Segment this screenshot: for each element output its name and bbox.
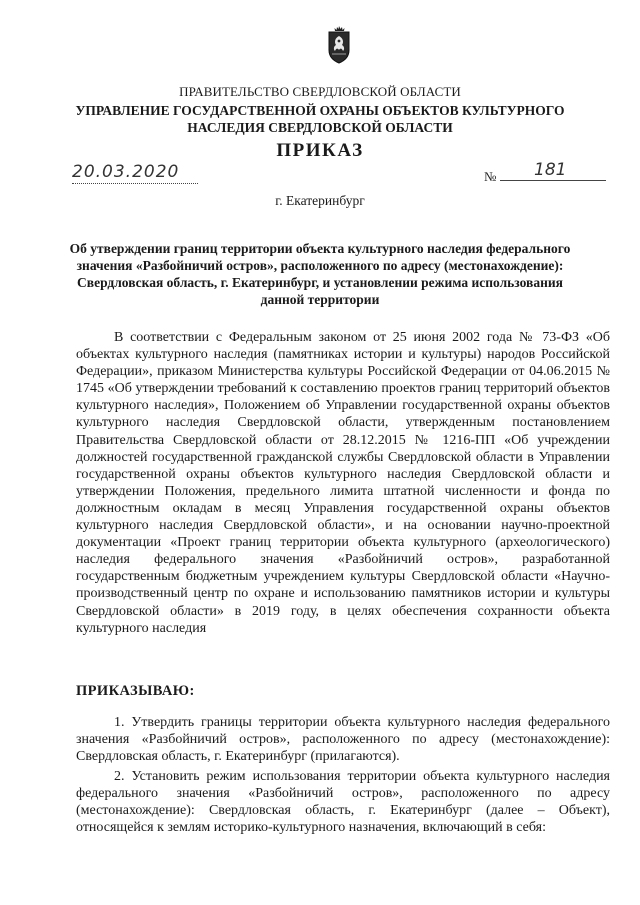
order-date: 20.03.2020 xyxy=(72,162,198,184)
order-item-1: 1. Утвердить границы территории объекта культурного наследия федерального значения «Разбойничий остров», расположенного по адресу (местонахождение): Свердловская область, г. Екатеринбург (прилагаются). xyxy=(76,715,610,765)
coat-of-arms-icon xyxy=(326,26,352,64)
order-verb: ПРИКАЗЫВАЮ: xyxy=(76,683,195,699)
government-name: ПРАВИТЕЛЬСТВО СВЕРДЛОВСКОЙ ОБЛАСТИ xyxy=(179,84,461,99)
order-number: 181 xyxy=(500,160,606,181)
order-city: г. Екатеринбург xyxy=(275,193,365,208)
order-item-2: 2. Установить режим использования территории объекта культурного наследия федерального значения «Разбойничий остров», расположенного по адресу (местонахождение): Свердловская область, г. Екатеринбург (далее – Объект), относящейся к землям историко-культурного назначения, включающий в себя: xyxy=(76,769,610,836)
order-number-label: № xyxy=(484,169,497,184)
preamble-paragraph: В соответствии с Федеральным законом от 25 июня 2002 года № 73-ФЗ «Об объектах культурного наследия (памятниках истории и культуры) народов Российской Федерации», приказом Министерства культуры Российской Федерации от 04.06.2015 № 1745 «Об утверждении требований к составлению проектов границ территорий объектов культурного наследия», Положением об Управлении государственной охраны объектов культурного наследия Свердловской области, утвержденным постановлением Правительства Свердловской области от 28.12.2015 № 1216-ПП «Об учреждении должностей государственной гражданской службы Свердловской области в Управлении государственной охраны объектов культурного наследия Свердловской области и утверждении Положения, предельного лимита штатной численности и фонда по должностным окладам в месяц Управления государственной охраны объектов культурного наследия Свердловской области», и на основании научно-проектной документации «Проект границ территории объекта культурного (археологического) наследия федерального значения «Разбойничий остров», разработанной государственным бюджетным учреждением культуры Свердловской области «Научно-производственный центр по охране и использованию памятников истории и культуры Свердловской области» в 2019 году, в целях обеспечения сохранности объекта культурного наследия xyxy=(76,330,610,636)
order-subject: Об утверждении границ территории объекта культурного наследия федерального значения «Разбойничий остров», расположенного по адресу (местонахождение): Свердловская область, г. Екатеринбург, и установлении режима использования данной территории xyxy=(69,241,571,307)
order-title: ПРИКАЗ xyxy=(276,140,364,161)
department-name: УПРАВЛЕНИЕ ГОСУДАРСТВЕННОЙ ОХРАНЫ ОБЪЕКТОВ КУЛЬТУРНОГО НАСЛЕДИЯ СВЕРДЛОВСКОЙ ОБЛАСТИ xyxy=(75,103,565,135)
